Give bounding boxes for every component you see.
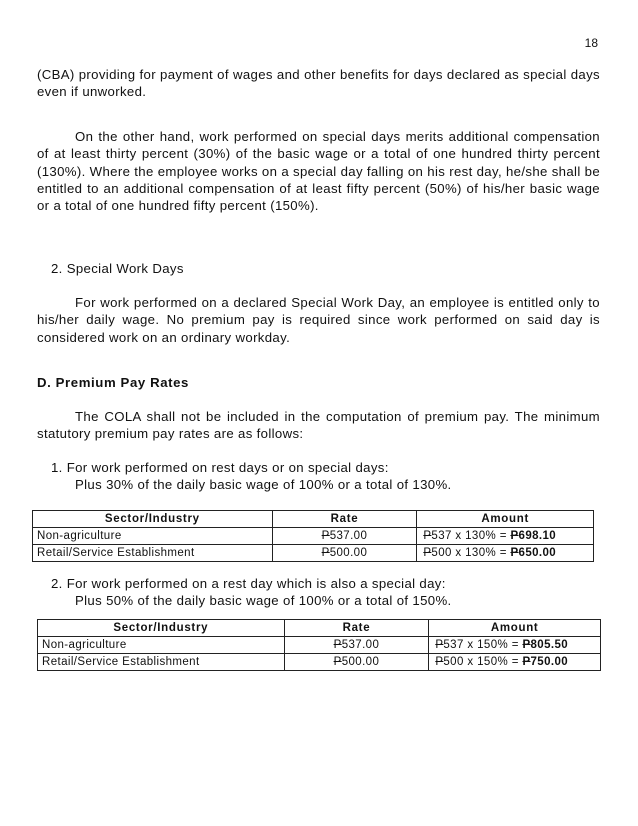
header-sector: Sector/Industry	[33, 511, 273, 528]
rate-cell: P500.00	[272, 545, 417, 562]
page-number: 18	[584, 36, 598, 50]
list-item-1-line2: Plus 30% of the daily basic wage of 100% or a total of 130%.	[75, 477, 452, 493]
list-item-2-line1: 2. For work performed on a rest day which is also a special day:	[51, 576, 446, 591]
sector-cell: Retail/Service Establishment	[33, 545, 273, 562]
table-header-row	[38, 620, 601, 637]
special-work-days-heading: 2. Special Work Days	[51, 261, 184, 276]
section-d-heading: D. Premium Pay Rates	[37, 375, 189, 390]
list-item-2-line2: Plus 50% of the daily basic wage of 100% or a total of 150%.	[75, 593, 452, 609]
table-row	[38, 654, 601, 671]
list-item-1-line1: 1. For work performed on rest days or on special days:	[51, 460, 389, 475]
rate-cell: P537.00	[272, 528, 417, 545]
header-rate: Rate	[284, 620, 429, 637]
paragraph-special-work-day: For work performed on a declared Special Work Day, an employee is entitled only to his/her daily wage. No premium pay is required since work performed on said day is considered work on an ordinary workday.	[37, 295, 600, 345]
table-row	[33, 545, 594, 562]
header-sector: Sector/Industry	[38, 620, 285, 637]
amount-cell: P537 x 150% = P805.50	[429, 637, 601, 654]
list-item-1	[51, 459, 452, 494]
amount-cell: P537 x 130% = P698.10	[417, 528, 594, 545]
paragraph-other-hand: On the other hand, work performed on special days merits additional compensation of at least thirty percent (30%) of the basic wage or a total of one hundred thirty percent (130%). Where the employee works on a special day falling on his rest day, he/she shall be entitled to an additional compensation of at least fifty percent (50%) of his/her basic wage or a total of one hundred fifty percent (150%).	[37, 129, 600, 214]
amount-cell: P500 x 130% = P650.00	[417, 545, 594, 562]
sector-cell: Non-agriculture	[33, 528, 273, 545]
premium-table-130	[32, 510, 594, 562]
paragraph-cba: (CBA) providing for payment of wages and other benefits for days declared as special days even if unworked.	[37, 67, 600, 100]
paragraph-cola: The COLA shall not be included in the computation of premium pay. The minimum statutory premium pay rates are as follows:	[37, 409, 600, 442]
rate-cell: P537.00	[284, 637, 429, 654]
sector-cell: Non-agriculture	[38, 637, 285, 654]
header-rate: Rate	[272, 511, 417, 528]
table-row	[38, 637, 601, 654]
amount-cell: P500 x 150% = P750.00	[429, 654, 601, 671]
table-row	[33, 528, 594, 545]
premium-table-150	[37, 619, 601, 671]
header-amount: Amount	[429, 620, 601, 637]
table-header-row	[33, 511, 594, 528]
sector-cell: Retail/Service Establishment	[38, 654, 285, 671]
rate-cell: P500.00	[284, 654, 429, 671]
header-amount: Amount	[417, 511, 594, 528]
list-item-2	[51, 575, 452, 610]
